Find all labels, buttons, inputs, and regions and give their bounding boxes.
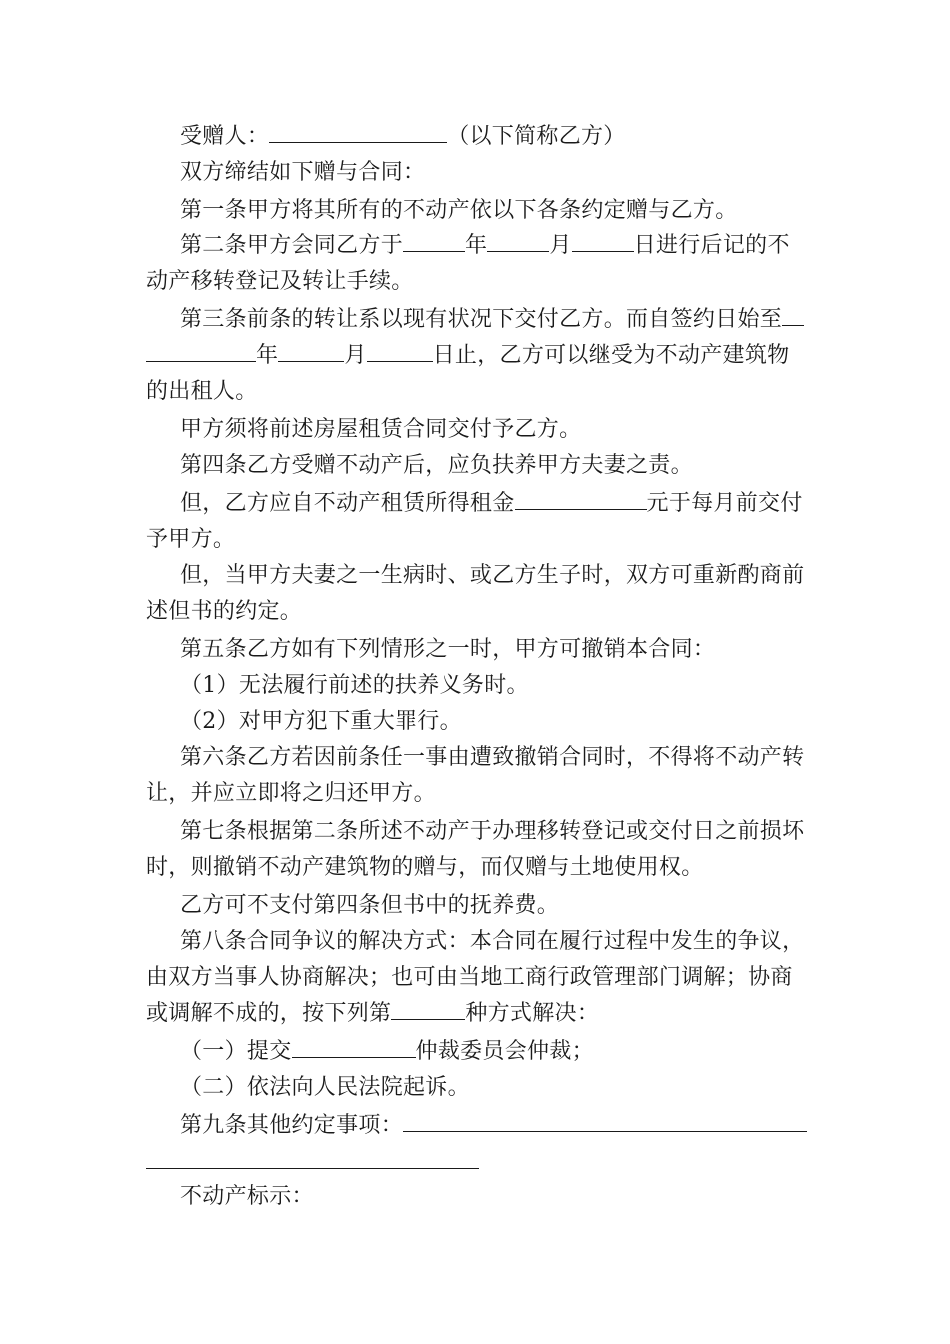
article-8-text-d: 种方式解决：: [465, 1001, 600, 1026]
month-label: 月: [549, 233, 572, 258]
recipient-line: [180, 120, 840, 154]
article-6-line-2: [146, 777, 806, 811]
article-5-item-1-text: （1）无法履行前述的扶养义务时。: [180, 673, 529, 698]
article-2-line-2: [146, 265, 806, 299]
article-3-text-a: 第三条前条的转让系以现有状况下交付乙方。而自签约日始至: [180, 307, 783, 332]
article-9-text: 第九条其他约定事项：: [180, 1113, 404, 1138]
rent-text-a: 但，乙方应自不动产租赁所得租金: [180, 491, 515, 516]
article-5-text: 第五条乙方如有下列情形之一时，甲方可撤销本合同：: [180, 637, 716, 662]
rent-amount-blank[interactable]: [515, 487, 647, 510]
rent-text-b: 元于每月前交付: [646, 491, 803, 516]
article-6-line-1: [180, 741, 840, 775]
article-8-line-1: [180, 925, 840, 959]
support-fee-line: [180, 889, 840, 923]
support-fee-text: 乙方可不支付第四条但书中的抚养费。: [180, 893, 560, 918]
article-3-blank-b[interactable]: [146, 339, 256, 362]
article-5: [180, 633, 840, 667]
article-7-line-2: [146, 851, 806, 885]
renegotiate-line-2: [146, 595, 806, 629]
article-4: [180, 449, 840, 483]
year-label-2: 年: [256, 343, 279, 368]
article-5-item-2-text: （2）对甲方犯下重大罪行。: [180, 709, 462, 734]
article-5-item-2: [180, 705, 840, 739]
option-2-text: （二）依法向人民法院起诉。: [180, 1075, 470, 1100]
article-8-text-a: 第八条合同争议的解决方式：本合同在履行过程中发生的争议，: [180, 929, 805, 954]
article-8-line-2: [146, 961, 806, 995]
article-1-text: 第一条甲方将其所有的不动产依以下各条约定赠与乙方。: [180, 198, 738, 223]
other-matters-continuation-blank[interactable]: [146, 1168, 479, 1169]
article-7-line-1: [180, 815, 840, 849]
recipient-label: 受赠人：: [180, 124, 270, 149]
article-3-blank-a[interactable]: [782, 303, 804, 326]
day-blank[interactable]: [572, 229, 634, 252]
rent-text-c: 予甲方。: [146, 527, 236, 552]
renegotiate-text-b: 述但书的约定。: [146, 599, 303, 624]
article-8-line-3: [146, 997, 806, 1031]
article-3-text-b: 日止，乙方可以继受为不动产建筑物: [432, 343, 790, 368]
month-label-2: 月: [344, 343, 367, 368]
dispute-method-blank[interactable]: [391, 997, 465, 1020]
preamble-text: 双方缔结如下赠与合同：: [180, 160, 426, 185]
article-2-text-a: 第二条甲方会同乙方于: [180, 233, 404, 258]
article-8-text-c: 或调解不成的，按下列第: [146, 1001, 392, 1026]
article-3-line-3: [146, 375, 806, 409]
month-blank[interactable]: [487, 229, 549, 252]
article-3-line-2: [146, 339, 806, 373]
article-7-text-b: 时，则撤销不动产建筑物的赠与，而仅赠与土地使用权。: [146, 855, 704, 880]
property-label-line: [180, 1180, 840, 1214]
renegotiate-line-1: [180, 559, 840, 593]
article-8-text-b: 由双方当事人协商解决；也可由当地工商行政管理部门调解；协商: [146, 965, 793, 990]
preamble-line: [180, 156, 840, 190]
article-9: [180, 1109, 840, 1143]
article-6-text-a: 第六条乙方若因前条任一事由遭致撤销合同时，不得将不动产转: [180, 745, 805, 770]
article-4-text: 第四条乙方受赠不动产后，应负扶养甲方夫妻之责。: [180, 453, 693, 478]
day-blank-2[interactable]: [367, 339, 433, 362]
article-2-text-c: 动产移转登记及转让手续。: [146, 269, 414, 294]
lease-text: 甲方须将前述房屋租赁合同交付予乙方。: [180, 417, 582, 442]
article-2-text-b: 日进行后记的不: [633, 233, 790, 258]
article-7-text-a: 第七条根据第二条所述不动产于办理移转登记或交付日之前损坏: [180, 819, 805, 844]
arbitration-committee-blank[interactable]: [292, 1035, 416, 1058]
option-1-text-a: （一）提交: [180, 1039, 292, 1064]
recipient-blank[interactable]: [269, 120, 447, 143]
lease-line: [180, 413, 840, 447]
property-label: 不动产标示：: [180, 1184, 314, 1209]
rent-line-1: [180, 487, 840, 521]
other-matters-blank[interactable]: [403, 1109, 807, 1132]
article-8-option-2: [180, 1071, 840, 1105]
month-blank-2[interactable]: [278, 339, 344, 362]
article-1: [180, 194, 840, 228]
option-1-text-b: 仲裁委员会仲裁；: [415, 1039, 594, 1064]
article-2-line-1: [180, 229, 840, 263]
article-8-option-1: [180, 1035, 840, 1069]
year-label: 年: [465, 233, 488, 258]
article-3-line-1: [180, 303, 840, 337]
year-blank[interactable]: [403, 229, 465, 252]
recipient-note: （以下简称乙方）: [447, 124, 626, 149]
article-5-item-1: [180, 669, 840, 703]
renegotiate-text-a: 但，当甲方夫妻之一生病时、或乙方生子时，双方可重新酌商前: [180, 563, 805, 588]
article-3-text-c: 的出租人。: [146, 379, 258, 404]
article-6-text-b: 让，并应立即将之归还甲方。: [146, 781, 436, 806]
rent-line-2: [146, 523, 806, 557]
